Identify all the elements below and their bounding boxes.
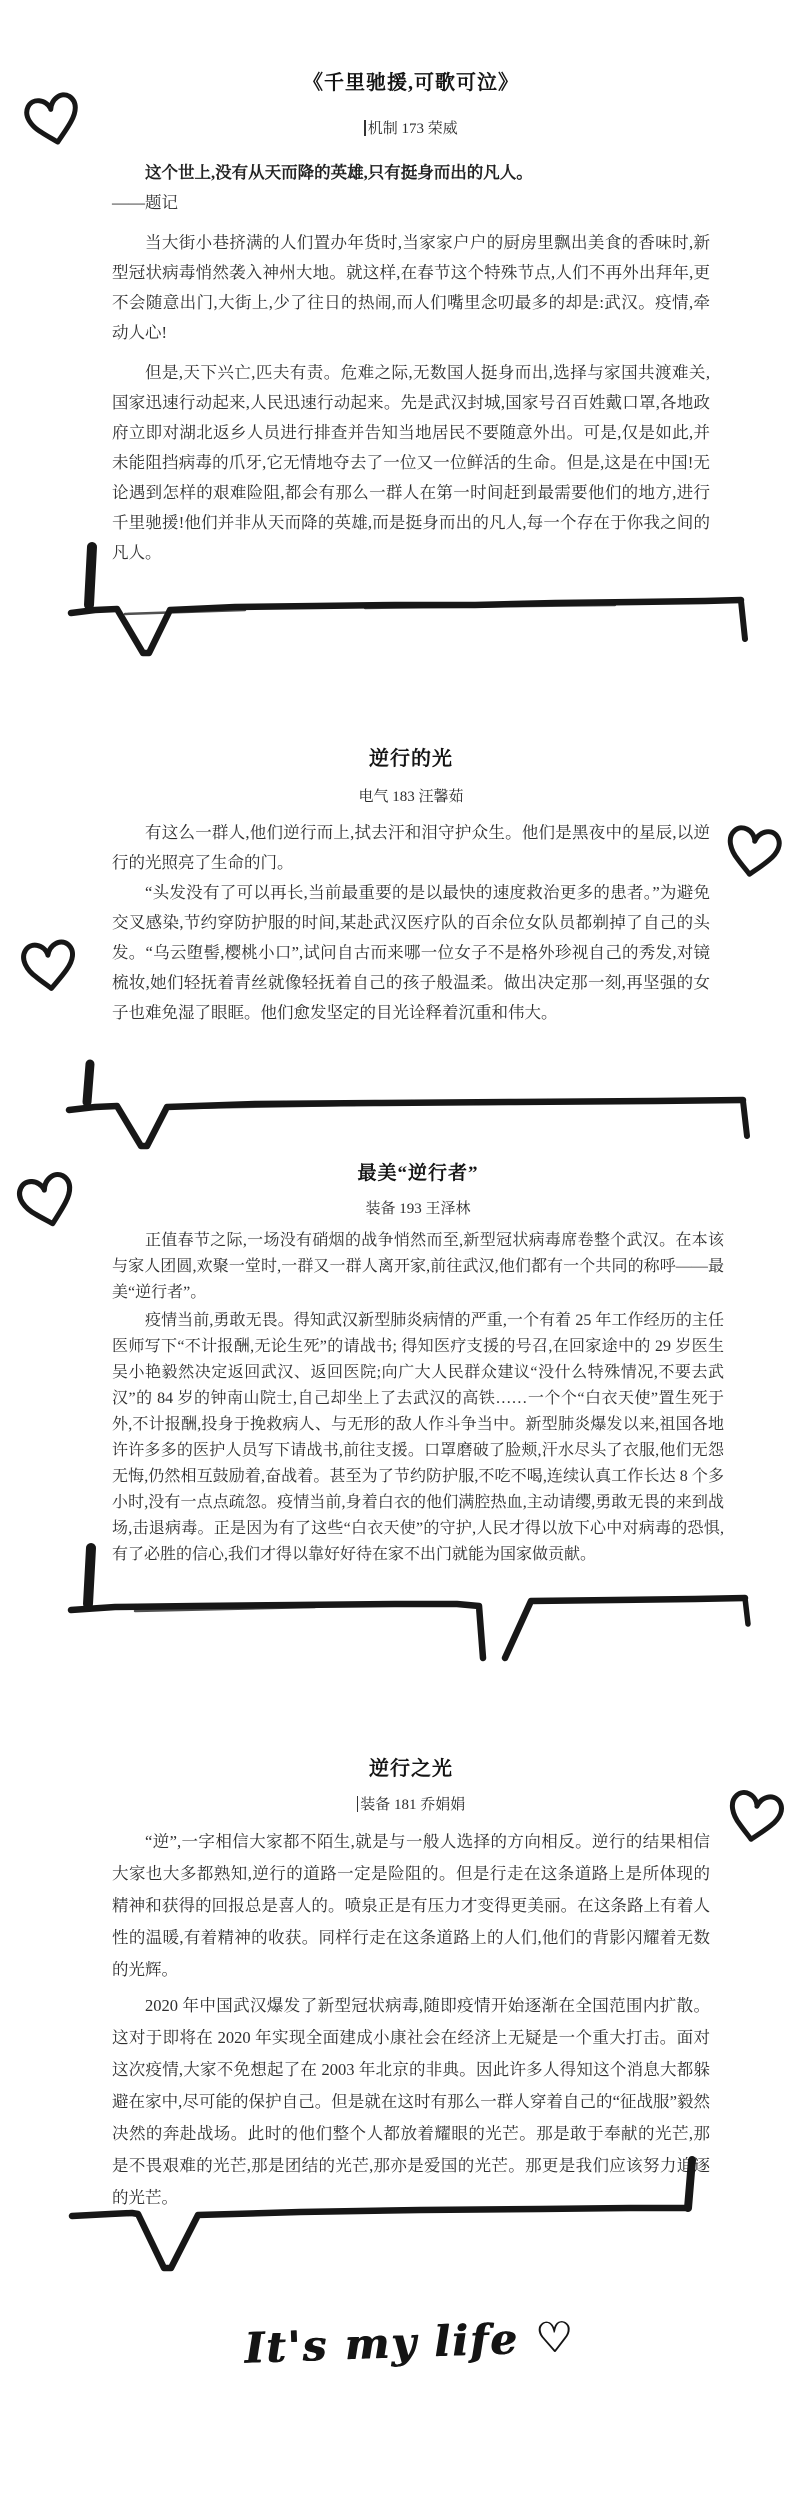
heart-doodle-icon (10, 1165, 84, 1236)
essay-author-text: 装备 181 乔娟娟 (360, 1797, 466, 1813)
epigraph-attribution: ——题记 (112, 193, 178, 212)
essay-author (112, 1793, 710, 1814)
heart-doodle-icon (721, 1783, 788, 1850)
epigraph: 这个世上,没有从天而降的英雄,只有挺身而出的凡人。 (145, 163, 533, 182)
essay-section-4 (112, 1752, 710, 2214)
essay-paragraph: “逆”,一字相信大家都不陌生,就是与一般人选择的方向相反。逆行的结果相信大家也大多都熟知,逆行的道路一定是险阻的。但是行走在这条道路上是所体现的精神和获得的回报总是喜人的。喷泉正是有压力才变得更美丽。在这条路上有着人性的温暖,有着精神的收获。同样行走在这条道路上的人们,他们的背影闪耀着无数的光辉。 (112, 1832, 710, 1979)
handwritten-note: It's my life ♡ (243, 2312, 577, 2373)
essay-author (112, 117, 710, 138)
essay-paragraph: 疫情当前,勇敢无畏。得知武汉新型肺炎病情的严重,一个有着 25 年工作经历的主任医师写下“不计报酬,无论生死”的请战书; 得知医疗支援的号召,在回家途中的 29 岁医生吴小艳毅然决定返回武汉、返回医院;向广大人民群众建议“没什么特殊情况,不要去武汉”的 84 岁的钟南山院士,自己却坐上了去武汉的高铁……一个个“白衣天使”置生死于外,不计报酬,投身于挽救病人、与无形的敌人作斗争当中。新型肺炎爆发以来,祖国各地许许多多的医护人员写下请战书,前往支援。口罩磨破了脸颊,汗水尽头了衣服,他们无怨无悔,仍然相互鼓励着,奋战着。甚至为了节约防护服,不吃不喝,连续认真工作长达 8 个多小时,没有一点点疏忽。疫情当前,身着白衣的他们满腔热血,主动请缨,勇敢无畏的来到战场,击退病毒。正是因为有了这些“白衣天使”的守护,人民才得以放下心中对病毒的恐惧,有了必胜的信心,我们才得以靠好好待在家不出门就能为国家做贡献。 (112, 1312, 724, 1563)
brush-divider-icon (55, 535, 755, 660)
essay-author-text: 机制 173 荣威 (367, 121, 458, 137)
heart-doodle-icon (720, 820, 786, 884)
text-cursor (364, 120, 366, 136)
heart-doodle-icon (17, 935, 81, 997)
essay-paragraph: 但是,天下兴亡,匹夫有责。危难之际,无数国人挺身而出,选择与家国共渡难关,国家迅速行动起来,人民迅速行动起来。先是武汉封城,国家号召百姓戴口罩,各地政府立即对湖北返乡人员进行排查并告知当地居民不要随意外出。可是,仅是如此,并未能阻挡病毒的爪牙,它无情地夺去了一位又一位鲜活的生命。但是,这是在中国!无论遇到怎样的艰难险阻,都会有那么一群人在第一时间赶到最需要他们的地方,进行千里驰援!他们并非从天而降的英雄,而是挺身而出的凡人,每一个存在于你我之间的凡人。 (112, 363, 710, 562)
brush-divider-icon (55, 1058, 755, 1153)
essay-paragraph: “头发没有了可以再长,当前最重要的是以最快的速度救治更多的患者。”为避免交叉感染,节约穿防护服的时间,某赴武汉医疗队的百余位女队员都剃掉了自己的头发。“乌云堕髻,樱桃小口”,试问自古而来哪一位女子不是格外珍视自己的秀发,对镜梳妆,她们轻抚着青丝就像轻抚着自己的孩子般温柔。做出决定那一刻,再坚强的女子也难免湿了眼眶。他们愈发坚定的目光诠释着沉重和伟大。 (112, 883, 710, 1022)
essay-paragraph: 正值春节之际,一场没有硝烟的战争悄然而至,新型冠状病毒席卷整个武汉。在本该与家人团圆,欢聚一堂时,一群又一群人离开家,前往武汉,他们都有一个共同的称呼——最美“逆行者”。 (112, 1232, 724, 1301)
essay-section-3 (112, 1158, 724, 1568)
essay-author: 电气 183 汪馨茹 (358, 789, 464, 805)
essay-paragraph: 当大街小巷挤满的人们置办年货时,当家家户户的厨房里飘出美食的香味时,新型冠状病毒悄然袭入神州大地。就这样,在春节这个特殊节点,人们不再外出拜年,更不会随意出门,大街上,少了往日的热闹,而人们嘴里念叨最多的却是:武汉。疫情,牵动人心! (112, 233, 710, 342)
essay-author: 装备 193 王泽林 (365, 1201, 471, 1217)
text-cursor (357, 1796, 359, 1812)
essay-title: 《千里驰援,可歌可泣》 (303, 72, 519, 94)
essay-section-1 (112, 66, 710, 568)
essay-title: 逆行的光 (369, 748, 453, 770)
essay-paragraph: 2020 年中国武汉爆发了新型冠状病毒,随即疫情开始逐渐在全国范围内扩散。这对于即将在 2020 年实现全面建成小康社会在经济上无疑是一个重大打击。面对这次疫情,大家不免想起了在 2003 年北京的非典。因此许多人得知这个消息大都躲避在家中,尽可能的保护自己。但是就在这时有那么一群人穿着自己的“征战服”毅然决然的奔赴战场。此时的他们整个人都放着耀眼的光芒。那是敢于奉献的光芒,那是不畏艰难的光芒,那是团结的光芒,那亦是爱国的光芒。那更是我们应该努力追逐的光芒。 (112, 1996, 710, 2207)
brush-divider-icon (60, 2148, 720, 2278)
heart-doodle-icon (19, 87, 87, 154)
essay-title: 逆行之光 (369, 1758, 453, 1780)
essay-paragraph: 有这么一群人,他们逆行而上,拭去汗和泪守护众生。他们是黑夜中的星辰,以逆行的光照亮了生命的门。 (112, 823, 710, 872)
essay-section-2 (112, 742, 710, 1028)
essay-title: 最美“逆行者” (357, 1163, 479, 1184)
brush-divider-icon (55, 1538, 755, 1668)
